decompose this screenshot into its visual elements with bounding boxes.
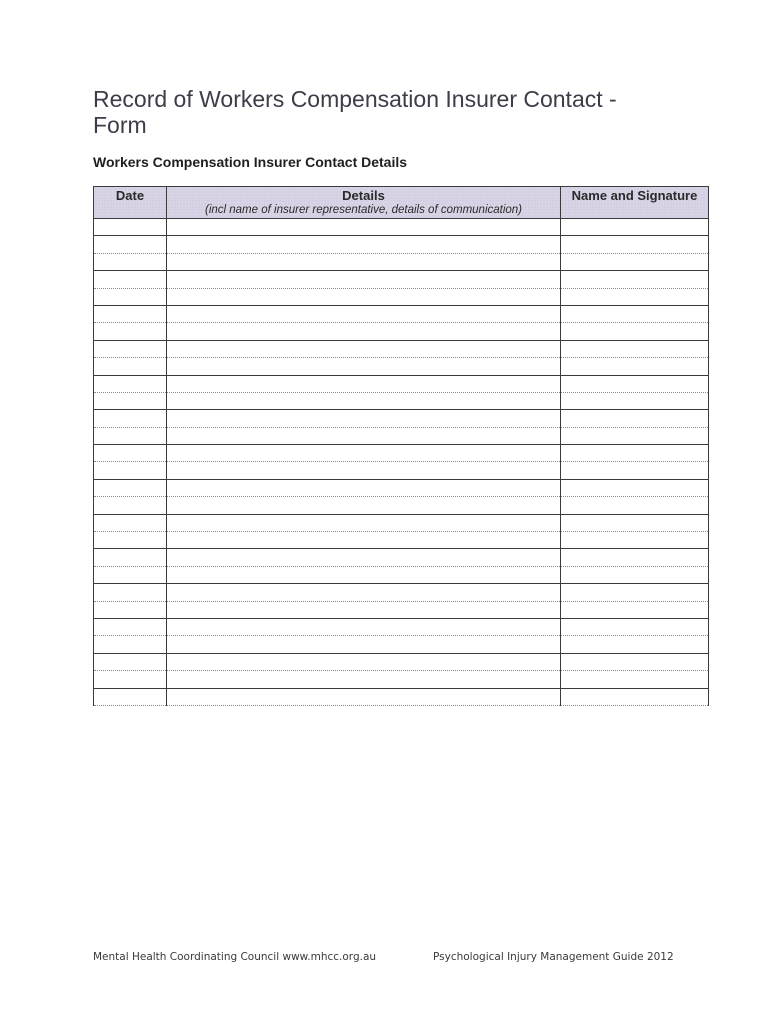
- details-cell[interactable]: [167, 653, 561, 670]
- name-signature-cell[interactable]: [561, 549, 709, 566]
- date-cell[interactable]: [94, 358, 167, 375]
- footer-publication: Psychological Injury Management Guide 2012: [433, 951, 674, 963]
- name-signature-cell[interactable]: [561, 427, 709, 444]
- date-cell[interactable]: [94, 514, 167, 531]
- date-cell[interactable]: [94, 410, 167, 427]
- details-cell[interactable]: [167, 532, 561, 549]
- table-row: [94, 271, 709, 288]
- table-row: [94, 427, 709, 444]
- footer-organization: Mental Health Coordinating Council www.mhcc.org.au: [93, 951, 377, 963]
- name-signature-cell[interactable]: [561, 392, 709, 409]
- name-signature-cell[interactable]: [561, 305, 709, 322]
- date-cell[interactable]: [94, 392, 167, 409]
- table-row: [94, 236, 709, 253]
- name-signature-cell[interactable]: [561, 375, 709, 392]
- date-cell[interactable]: [94, 445, 167, 462]
- date-cell[interactable]: [94, 549, 167, 566]
- date-cell[interactable]: [94, 236, 167, 253]
- details-cell[interactable]: [167, 219, 561, 236]
- details-cell[interactable]: [167, 479, 561, 496]
- details-cell[interactable]: [167, 392, 561, 409]
- details-cell[interactable]: [167, 358, 561, 375]
- date-cell[interactable]: [94, 479, 167, 496]
- name-signature-cell[interactable]: [561, 236, 709, 253]
- date-cell[interactable]: [94, 566, 167, 583]
- details-cell[interactable]: [167, 305, 561, 322]
- name-signature-cell[interactable]: [561, 288, 709, 305]
- details-cell[interactable]: [167, 566, 561, 583]
- table-row: [94, 358, 709, 375]
- table-row: [94, 323, 709, 340]
- column-header-label: Details: [342, 188, 385, 203]
- date-cell[interactable]: [94, 688, 167, 705]
- column-header-details: [167, 187, 561, 219]
- details-cell[interactable]: [167, 636, 561, 653]
- name-signature-cell[interactable]: [561, 601, 709, 618]
- details-cell[interactable]: [167, 253, 561, 270]
- date-cell[interactable]: [94, 305, 167, 322]
- date-cell[interactable]: [94, 219, 167, 236]
- table-row: [94, 671, 709, 688]
- name-signature-cell[interactable]: [561, 618, 709, 635]
- name-signature-cell[interactable]: [561, 219, 709, 236]
- name-signature-cell[interactable]: [561, 271, 709, 288]
- details-cell[interactable]: [167, 688, 561, 705]
- column-header-sublabel: (incl name of insurer representative, details of communication): [204, 204, 523, 216]
- table-row: [94, 549, 709, 566]
- table-row: [94, 410, 709, 427]
- name-signature-cell[interactable]: [561, 566, 709, 583]
- name-signature-cell[interactable]: [561, 479, 709, 496]
- table-row: [94, 566, 709, 583]
- details-cell[interactable]: [167, 462, 561, 479]
- name-signature-cell[interactable]: [561, 323, 709, 340]
- details-cell[interactable]: [167, 375, 561, 392]
- date-cell[interactable]: [94, 497, 167, 514]
- details-cell[interactable]: [167, 497, 561, 514]
- details-cell[interactable]: [167, 236, 561, 253]
- details-cell[interactable]: [167, 514, 561, 531]
- date-cell[interactable]: [94, 671, 167, 688]
- name-signature-cell[interactable]: [561, 358, 709, 375]
- table-row: [94, 445, 709, 462]
- date-cell[interactable]: [94, 271, 167, 288]
- date-cell[interactable]: [94, 601, 167, 618]
- name-signature-cell[interactable]: [561, 653, 709, 670]
- name-signature-cell[interactable]: [561, 636, 709, 653]
- table-row: [94, 584, 709, 601]
- details-cell[interactable]: [167, 410, 561, 427]
- table-row: [94, 653, 709, 670]
- date-cell[interactable]: [94, 636, 167, 653]
- details-cell[interactable]: [167, 584, 561, 601]
- date-cell[interactable]: [94, 288, 167, 305]
- column-header-label: Date: [115, 188, 145, 203]
- date-cell[interactable]: [94, 584, 167, 601]
- contact-details-table: [93, 186, 709, 706]
- table-row: [94, 253, 709, 270]
- date-cell[interactable]: [94, 323, 167, 340]
- name-signature-cell[interactable]: [561, 340, 709, 357]
- date-cell[interactable]: [94, 340, 167, 357]
- name-signature-cell[interactable]: [561, 671, 709, 688]
- details-cell[interactable]: [167, 288, 561, 305]
- table-row: [94, 532, 709, 549]
- date-cell[interactable]: [94, 427, 167, 444]
- table-row: [94, 392, 709, 409]
- table-header-row: [94, 187, 709, 219]
- name-signature-cell[interactable]: [561, 462, 709, 479]
- details-cell[interactable]: [167, 618, 561, 635]
- table-row: [94, 636, 709, 653]
- table-row: [94, 514, 709, 531]
- name-signature-cell[interactable]: [561, 410, 709, 427]
- column-header-name-signature: [561, 187, 709, 219]
- table-row: [94, 497, 709, 514]
- table-row: [94, 601, 709, 618]
- details-cell[interactable]: [167, 340, 561, 357]
- details-cell[interactable]: [167, 671, 561, 688]
- name-signature-cell[interactable]: [561, 445, 709, 462]
- name-signature-cell[interactable]: [561, 497, 709, 514]
- name-signature-cell[interactable]: [561, 532, 709, 549]
- table-row: [94, 618, 709, 635]
- date-cell[interactable]: [94, 532, 167, 549]
- table-row: [94, 305, 709, 322]
- details-cell[interactable]: [167, 271, 561, 288]
- page-title: Record of Workers Compensation Insurer Contact - Form: [93, 86, 617, 138]
- section-heading: Workers Compensation Insurer Contact Details: [93, 154, 408, 170]
- table-row: [94, 688, 709, 705]
- table-row: [94, 219, 709, 236]
- name-signature-cell[interactable]: [561, 514, 709, 531]
- table-row: [94, 340, 709, 357]
- table-row: [94, 375, 709, 392]
- table-row: [94, 288, 709, 305]
- name-signature-cell[interactable]: [561, 688, 709, 705]
- details-cell[interactable]: [167, 427, 561, 444]
- table-row: [94, 462, 709, 479]
- name-signature-cell[interactable]: [561, 253, 709, 270]
- column-header-label: Name and Signature: [571, 188, 698, 203]
- table-row: [94, 479, 709, 496]
- date-cell[interactable]: [94, 253, 167, 270]
- details-cell[interactable]: [167, 445, 561, 462]
- details-cell[interactable]: [167, 601, 561, 618]
- table-body: [94, 219, 709, 706]
- date-cell[interactable]: [94, 653, 167, 670]
- date-cell[interactable]: [94, 462, 167, 479]
- name-signature-cell[interactable]: [561, 584, 709, 601]
- details-cell[interactable]: [167, 549, 561, 566]
- column-header-date: [94, 187, 167, 219]
- date-cell[interactable]: [94, 618, 167, 635]
- details-cell[interactable]: [167, 323, 561, 340]
- date-cell[interactable]: [94, 375, 167, 392]
